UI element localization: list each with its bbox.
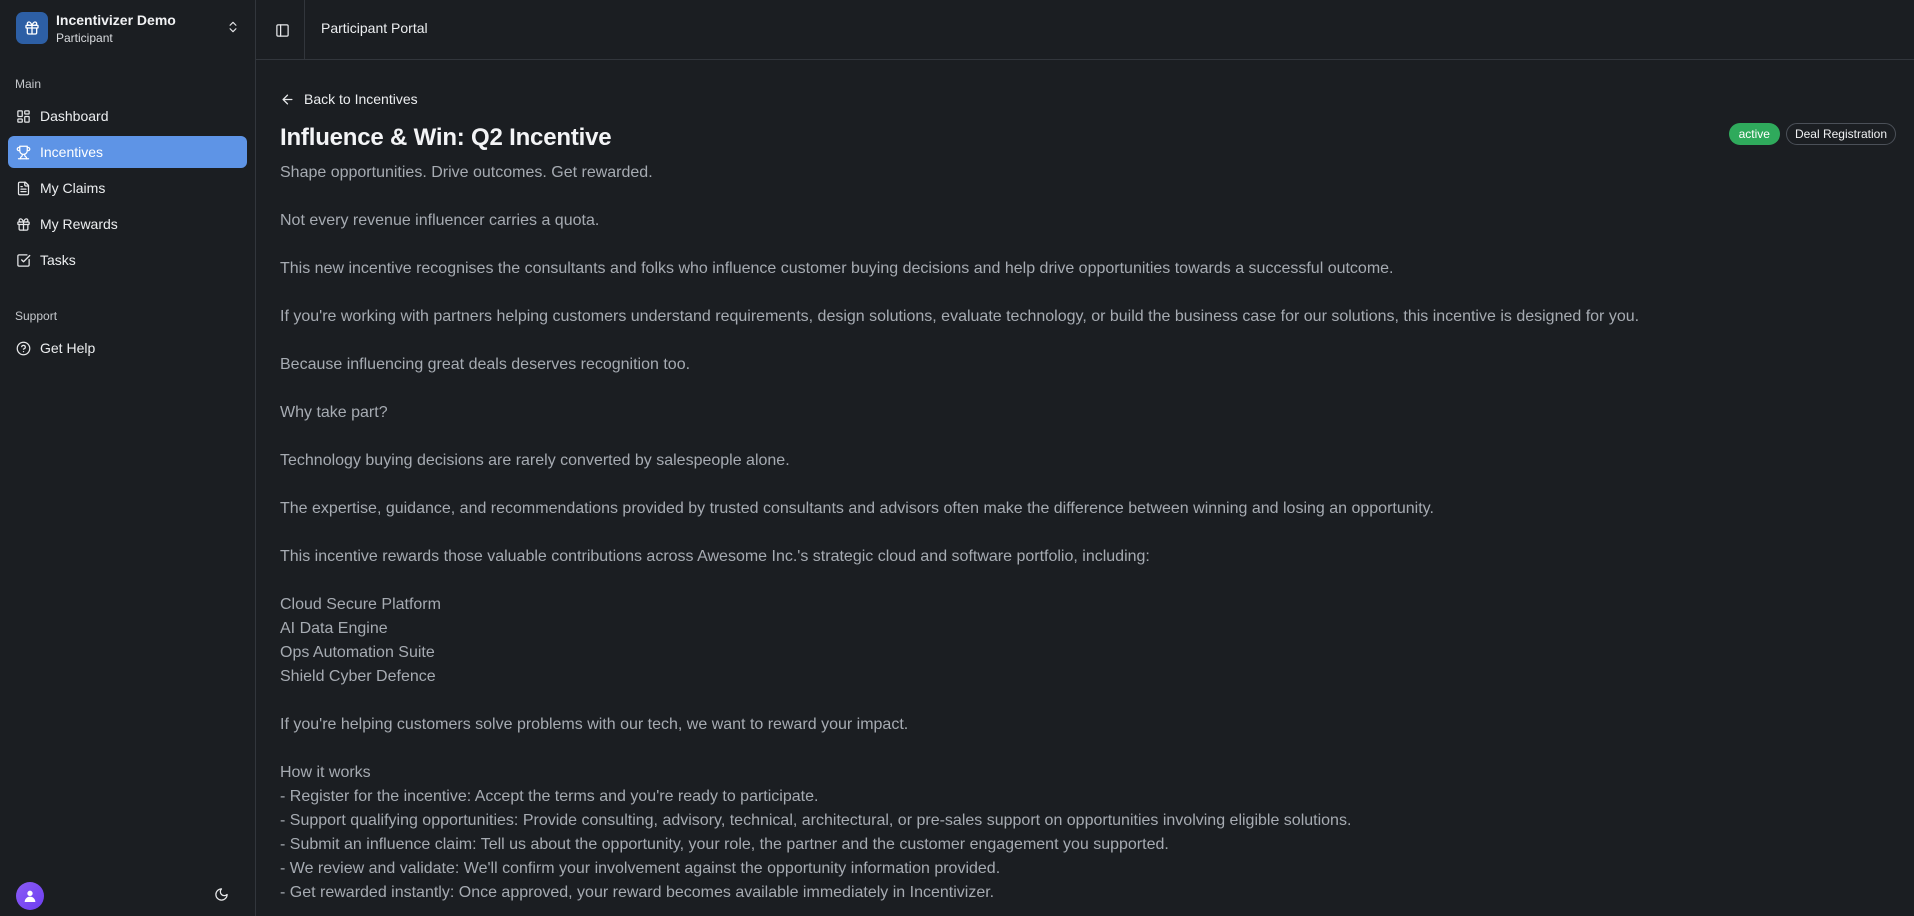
description-line: AI Data Engine (280, 620, 388, 637)
topbar (256, 0, 1914, 60)
description-spacer (280, 425, 1880, 449)
topbar-divider (304, 0, 305, 59)
sidebar-item-label: Incentives (40, 144, 104, 160)
workspace-title: Incentivizer Demo (56, 11, 176, 28)
sidebar-item-label: Tasks (40, 252, 76, 268)
description-line: This new incentive recognises the consultants and folks who influence customer buying decisions and help drive opportunities towards a successful outcome. (280, 260, 1394, 277)
description-line: This incentive rewards those valuable contributions across Awesome Inc.'s strategic cloud and software portfolio, including: (280, 548, 1150, 565)
user-icon (22, 888, 38, 904)
help-circle-icon (16, 341, 31, 356)
description-line: Cloud Secure Platform (280, 596, 441, 613)
description-spacer (280, 473, 1880, 497)
sidebar-item-get-help[interactable] (8, 332, 247, 364)
description-line: Shape opportunities. Drive outcomes. Get rewarded. (280, 164, 653, 181)
workspace-role: Participant (56, 30, 113, 45)
moon-icon (214, 887, 229, 902)
gift-logo-icon (16, 12, 48, 44)
description-line: Shield Cyber Defence (280, 668, 436, 685)
description-line: If you're working with partners helping customers understand requirements, design solutions, evaluate technology, or build the business case for our solutions, this incentive is designed for you. (280, 308, 1640, 325)
workspace-switcher[interactable] (16, 11, 244, 45)
sidebar-group-main: Main (15, 77, 42, 91)
sidebar-item-dashboard[interactable] (8, 100, 247, 132)
sidebar (0, 0, 256, 916)
sidebar-item-incentives[interactable] (8, 136, 247, 168)
badge-group (1729, 123, 1896, 145)
sidebar-item-my-claims[interactable] (8, 172, 247, 204)
arrow-left-icon (280, 92, 295, 107)
sidebar-toggle-button[interactable] (268, 16, 296, 44)
description-spacer (280, 521, 1880, 545)
sidebar-item-label: Dashboard (40, 108, 109, 124)
description-line: Not every revenue influencer carries a quota. (280, 212, 600, 229)
description-spacer (280, 569, 1880, 593)
trophy-icon (16, 145, 31, 160)
description-line: - Support qualifying opportunities: Provide consulting, advisory, technical, architectural, or pre-sales support on opportunities involving eligible solutions. (280, 812, 1352, 829)
description-line: Ops Automation Suite (280, 644, 435, 661)
dashboard-icon (16, 109, 31, 124)
page-header-title: Participant Portal (321, 20, 428, 36)
status-badge: active (1729, 123, 1780, 145)
checkbox-icon (16, 253, 31, 268)
chevrons-up-down-icon (226, 20, 240, 39)
main-content (256, 60, 1914, 916)
page-title: Influence & Win: Q2 Incentive (280, 124, 612, 151)
incentive-description (280, 161, 1880, 905)
description-spacer (280, 377, 1880, 401)
theme-toggle-button[interactable] (214, 887, 229, 907)
description-line: Because influencing great deals deserves recognition too. (280, 356, 691, 373)
description-spacer (280, 233, 1880, 257)
description-spacer (280, 185, 1880, 209)
description-line: Why take part? (280, 404, 388, 421)
description-line: The expertise, guidance, and recommendations provided by trusted consultants and advisors often make the difference between winning and losing an opportunity. (280, 500, 1434, 517)
sidebar-item-tasks[interactable] (8, 244, 247, 276)
description-spacer (280, 737, 1880, 761)
description-line: If you're helping customers solve problems with our tech, we want to reward your impact. (280, 716, 909, 733)
description-line: - Get rewarded instantly: Once approved, your reward becomes available immediately in Incentivizer. (280, 884, 995, 901)
description-line: - Register for the incentive: Accept the terms and you're ready to participate. (280, 788, 819, 805)
document-icon (16, 181, 31, 196)
description-line: How it works (280, 764, 371, 781)
user-avatar[interactable] (16, 882, 44, 910)
sidebar-item-label: My Rewards (40, 216, 118, 232)
type-badge: Deal Registration (1786, 123, 1896, 145)
sidebar-item-label: Get Help (40, 340, 96, 356)
description-line: Technology buying decisions are rarely converted by salespeople alone. (280, 452, 790, 469)
panel-left-icon (275, 23, 290, 38)
sidebar-item-label: My Claims (40, 180, 106, 196)
back-link-label: Back to Incentives (304, 91, 418, 107)
description-spacer (280, 329, 1880, 353)
description-spacer (280, 689, 1880, 713)
sidebar-item-my-rewards[interactable] (8, 208, 247, 240)
sidebar-group-support: Support (15, 309, 58, 323)
description-line: - We review and validate: We'll confirm your involvement against the opportunity information provided. (280, 860, 1001, 877)
gift-icon (16, 217, 31, 232)
description-spacer (280, 281, 1880, 305)
back-to-incentives-link[interactable] (280, 91, 418, 107)
description-line: - Submit an influence claim: Tell us about the opportunity, your role, the partner and the customer engagement you supported. (280, 836, 1169, 853)
